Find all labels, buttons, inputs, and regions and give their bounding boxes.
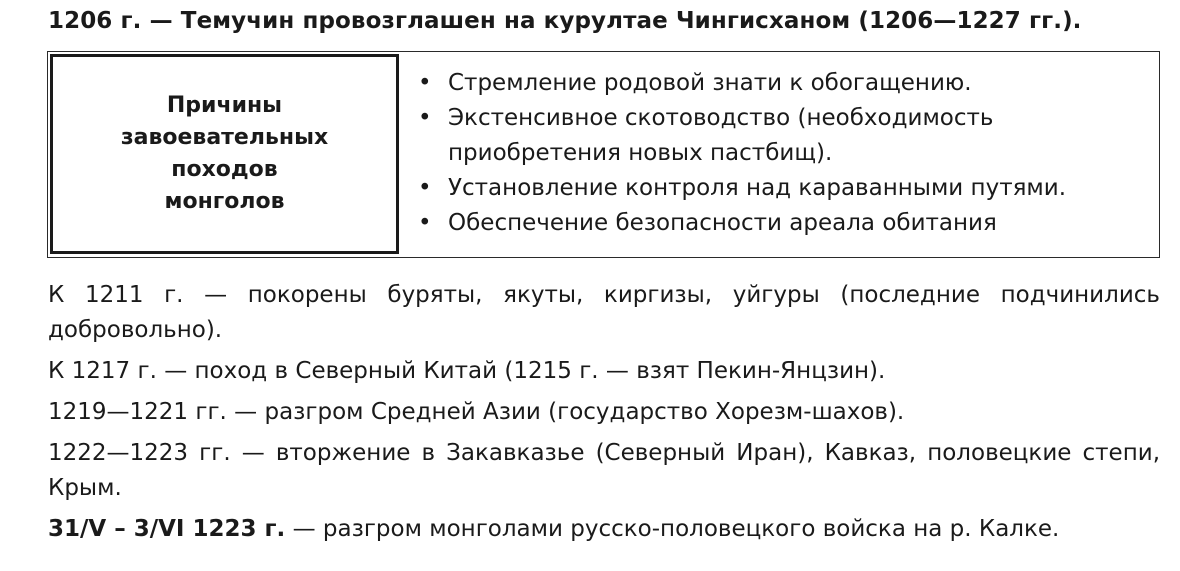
bullet-icon: • xyxy=(418,175,432,201)
event-1219-1221 xyxy=(48,395,1160,430)
event-date: К 1211 г. xyxy=(48,282,184,308)
event-text: — вторжение в Закавказье (Северный Иран), Кавказ, половецкие степи, Крым. xyxy=(48,440,1161,501)
event-1217 xyxy=(48,354,1160,389)
event-text: — разгром монголами русско-половецкого войска на р. Калке. xyxy=(285,516,1060,542)
cause-item: • Экстенсивное скотоводство (необходимость приобретения новых пастбищ). xyxy=(418,101,1138,171)
event-1223-kalka xyxy=(48,512,1160,547)
event-text: — разгром Средней Азии (государство Хорезм-шахов). xyxy=(226,399,905,425)
event-date: 1219—1221 гг. xyxy=(48,399,227,425)
event-text: — поход в Северный Китай (1215 г. — взят Пекин-Янцзин). xyxy=(156,358,886,384)
bullet-icon: • xyxy=(418,105,432,131)
causes-title: Причины завоевательных походов монголов xyxy=(120,93,329,214)
cause-item: • Обеспечение безопасности ареала обитания xyxy=(418,206,1138,241)
bullet-icon: • xyxy=(418,210,432,236)
causes-table xyxy=(47,51,1160,258)
cause-item: • Установление контроля над караванными путями. xyxy=(418,171,1138,206)
page-heading: 1206 г. — Темучин провозглашен на курултае Чингисханом (1206—1227 гг.). xyxy=(48,8,1082,34)
causes-list xyxy=(418,66,1138,241)
event-date: К 1217 г. xyxy=(48,358,157,384)
event-1222-1223 xyxy=(48,436,1160,506)
event-text: — покорены буряты, якуты, киргизы, уйгуры (последние подчинились добровольно). xyxy=(48,282,1160,343)
bullet-icon: • xyxy=(418,70,432,96)
event-date: 1222—1223 гг. xyxy=(48,440,231,466)
event-1211 xyxy=(48,278,1160,348)
event-date: 31/V – 3/VI 1223 г. xyxy=(48,516,286,542)
cause-item: • Стремление родовой знати к обогащению. xyxy=(418,66,1138,101)
causes-title-cell xyxy=(50,54,399,254)
